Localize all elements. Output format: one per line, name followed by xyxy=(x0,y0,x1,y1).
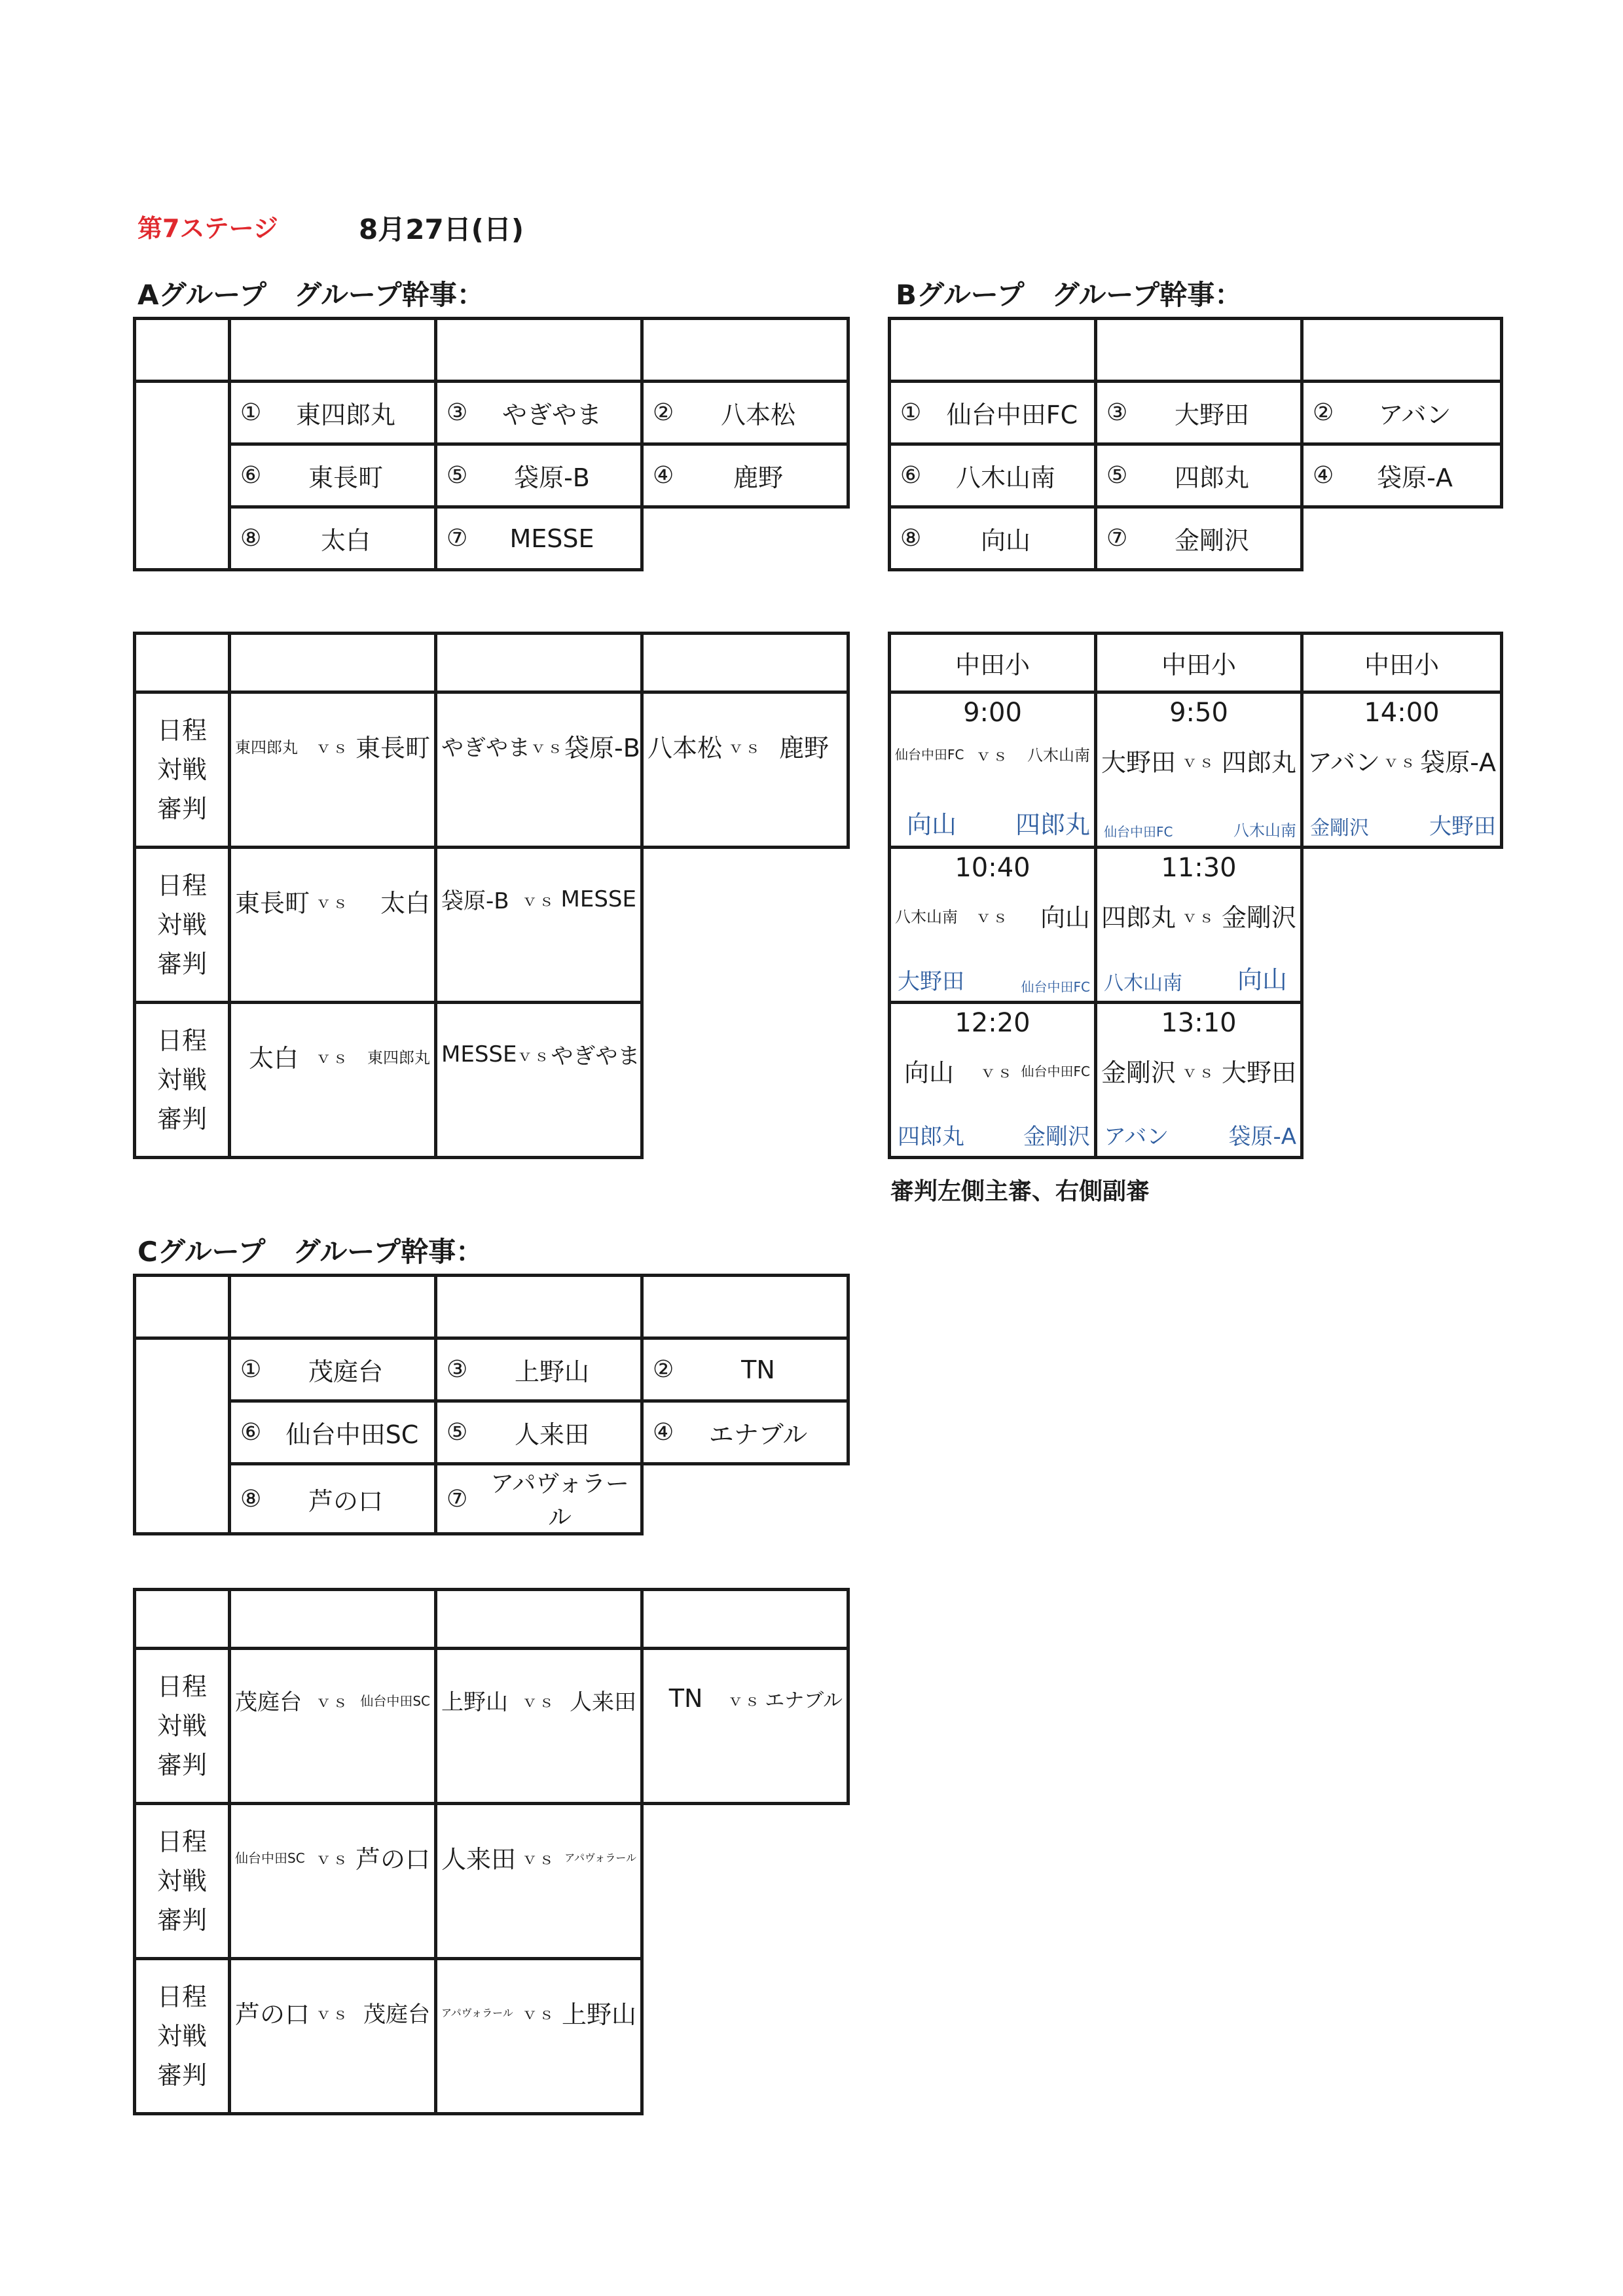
team-slot: ③ やぎやま xyxy=(447,399,602,429)
referees: 四郎丸 金剛沢 xyxy=(898,1124,1090,1150)
match-cell: 10:40 八木山南 ｖｓ 向山 大野田 仙台中田FC xyxy=(890,848,1096,1003)
match-cell: アパヴォラール ｖｓ 上野山 xyxy=(436,1959,642,2114)
match-cell: 9:00 仙台中田FC ｖｓ 八木山南 向山 四郎丸 xyxy=(890,692,1096,848)
match-cell: 14:00 アバン ｖｓ 袋原-A 金剛沢 大野田 xyxy=(1302,692,1502,848)
match-cell: 袋原-B ｖｓ MESSE xyxy=(436,848,642,1003)
match-cell: MESSE ｖｓ やぎやま xyxy=(436,1003,642,1158)
row-labels: 日程 対戦 審判 xyxy=(135,692,230,848)
referees: 向山 四郎丸 xyxy=(907,810,1090,839)
match-cell: 上野山 ｖｓ 人来田 xyxy=(436,1649,642,1804)
team-slot: ⑦ アパヴォラール xyxy=(447,1471,629,1531)
row-labels: 日程 対戦 審判 xyxy=(135,1804,230,1959)
team-slot: ⑧ 芦の口 xyxy=(240,1485,383,1516)
row-labels: 日程 対戦 審判 xyxy=(135,1959,230,2114)
match-cell: やぎやま ｖｓ 袋原-B xyxy=(436,692,642,848)
referees: 金剛沢 大野田 xyxy=(1310,814,1496,840)
team-slot: ① 東四郎丸 xyxy=(240,399,395,429)
group-b-schedule-table xyxy=(888,632,1503,1159)
group-c-team-table xyxy=(133,1274,850,1535)
match-cell: 八本松 ｖｓ 鹿野 xyxy=(642,692,848,848)
team-slot: ⑤ 人来田 xyxy=(447,1419,589,1449)
team-slot: ⑥ 仙台中田SC xyxy=(240,1419,419,1449)
team-slot: ⑧ 太白 xyxy=(240,525,371,555)
row-labels: 日程 対戦 審判 xyxy=(135,1649,230,1804)
referees: 仙台中田FC 八木山南 xyxy=(1104,821,1296,840)
team-slot: ① 茂庭台 xyxy=(240,1356,383,1386)
match-cell: 芦の口 ｖｓ 茂庭台 xyxy=(230,1959,436,2114)
match-cell: 東長町 ｖｓ 太白 xyxy=(230,848,436,1003)
match-cell: 12:20 向山 ｖｓ 仙台中田FC 四郎丸 金剛沢 xyxy=(890,1003,1096,1158)
referee-note: 審判左側主審、右側副審 xyxy=(890,1178,1150,1205)
group-a-team-table xyxy=(133,317,850,571)
venue-label: 中田小 xyxy=(1096,634,1302,692)
stage-title: 第7ステージ xyxy=(137,214,278,243)
venue-label: 中田小 xyxy=(890,634,1096,692)
team-slot: ② 八本松 xyxy=(653,399,795,429)
group-b-team-table xyxy=(888,317,1503,571)
team-slot: ② アバン xyxy=(1313,399,1451,429)
team-slot: ⑦ MESSE xyxy=(447,524,594,553)
team-slot: ⑦ 金剛沢 xyxy=(1106,525,1249,555)
group-b-heading: Bグループ グループ幹事： xyxy=(896,279,1243,311)
team-slot: ④ エナブル xyxy=(653,1419,808,1449)
team-slot: ⑤ 袋原-B xyxy=(447,462,590,492)
team-slot: ⑥ 東長町 xyxy=(240,462,383,492)
match-cell: 11:30 四郎丸 ｖｓ 金剛沢 八木山南 向山 xyxy=(1096,848,1302,1003)
match-cell: 東四郎丸 ｖｓ 東長町 xyxy=(230,692,436,848)
referees: 大野田 仙台中田FC xyxy=(898,969,1090,995)
stage-date: 8月27日(日) xyxy=(359,213,524,245)
team-slot: ④ 袋原-A xyxy=(1313,462,1453,492)
group-c-schedule-table xyxy=(133,1588,850,2115)
group-c-heading: Cグループ グループ幹事： xyxy=(137,1236,484,1268)
match-cell: 仙台中田SC ｖｓ 芦の口 xyxy=(230,1804,436,1959)
team-slot: ③ 上野山 xyxy=(447,1356,589,1386)
row-labels: 日程 対戦 審判 xyxy=(135,1003,230,1158)
match-cell: 13:10 金剛沢 ｖｓ 大野田 アバン 袋原-A xyxy=(1096,1003,1302,1158)
team-slot: ⑧ 向山 xyxy=(900,525,1030,555)
team-slot: ⑥ 八木山南 xyxy=(900,462,1055,492)
match-cell: 9:50 大野田 ｖｓ 四郎丸 仙台中田FC 八木山南 xyxy=(1096,692,1302,848)
group-a-schedule-table xyxy=(133,632,850,1159)
referees: アバン 袋原-A xyxy=(1104,1124,1296,1150)
referees: 八木山南 向山 xyxy=(1104,965,1287,995)
team-slot: ④ 鹿野 xyxy=(653,462,783,492)
match-cell: 人来田 ｖｓ アパヴォラール xyxy=(436,1804,642,1959)
match-cell: 太白 ｖｓ 東四郎丸 xyxy=(230,1003,436,1158)
group-a-heading: Aグループ グループ幹事： xyxy=(137,279,484,311)
match-cell: 茂庭台 ｖｓ 仙台中田SC xyxy=(230,1649,436,1804)
venue-label: 中田小 xyxy=(1302,634,1502,692)
team-slot: ⑤ 四郎丸 xyxy=(1106,462,1249,492)
team-slot: ③ 大野田 xyxy=(1106,399,1249,429)
match-cell: TN ｖｓ エナブル xyxy=(642,1649,848,1804)
team-slot: ① 仙台中田FC xyxy=(900,399,1078,429)
row-labels: 日程 対戦 審判 xyxy=(135,848,230,1003)
team-slot: ② TN xyxy=(653,1355,775,1384)
